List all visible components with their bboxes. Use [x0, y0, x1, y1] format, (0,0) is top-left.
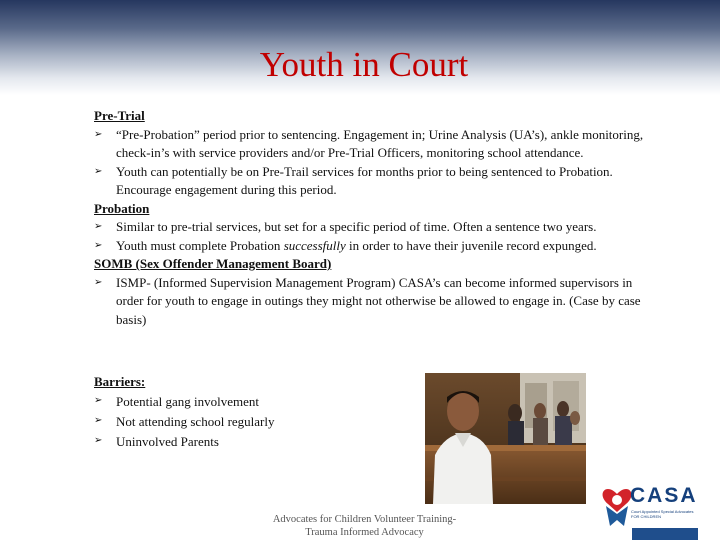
section-heading-somb: SOMB (Sex Offender Management Board): [94, 256, 332, 271]
bullet-text: Similar to pre-trial services, but set for a specific period of time. Often a sentence two years.: [116, 219, 597, 234]
section-heading-probation: Probation: [94, 200, 150, 216]
bullet-item: [94, 163, 654, 200]
barriers-heading: Barriers:: [94, 374, 146, 389]
barrier-text: Potential gang involvement: [116, 394, 259, 409]
slide-body: [94, 107, 654, 329]
arrow-bullet-icon: ➢: [94, 435, 103, 446]
barriers-section: [94, 372, 414, 452]
bullet-text: “Pre-Probation” period prior to sentencing. Engagement in; Urine Analysis (UA’s), ankle monitoring, check-in’s with service providers and/or Pre-Trial Officers, monitoring school attendance.: [116, 126, 644, 160]
barrier-text: Uninvolved Parents: [116, 434, 219, 449]
bullet-item: [94, 218, 654, 237]
arrow-bullet-icon: ➢: [94, 165, 103, 177]
barrier-item: [94, 392, 414, 412]
barrier-text: Not attending school regularly: [116, 414, 275, 429]
casa-logo-icon: [600, 476, 700, 540]
bullet-emphasis: successfully: [283, 237, 346, 253]
section-heading-pre-trial: Pre-Trial: [94, 108, 145, 123]
footer-line-2: Trauma Informed Advocacy: [305, 526, 424, 538]
arrow-bullet-icon: ➢: [94, 239, 103, 251]
courtroom-photo: [425, 373, 586, 504]
bullet-item: [94, 274, 654, 330]
arrow-bullet-icon: ➢: [94, 395, 103, 406]
arrow-bullet-icon: ➢: [94, 276, 103, 288]
slide-title: Youth in Court: [259, 45, 469, 84]
logo-subtitle: Court Appointed Special Advocates FOR CHILDREN: [631, 509, 694, 519]
bullet-text-before: Youth must complete Probation: [116, 237, 284, 253]
bullet-text: ISMP- (Informed Supervision Management Program) CASA’s can become informed supervisors in order for youth to engage in outings they might not otherwise be allowed to engage in. (Case by case basis): [116, 274, 641, 327]
bullet-text: Youth can potentially be on Pre-Trail services for months prior to being sentenced to Probation. Encourage engagement during this period.: [116, 163, 613, 197]
bullet-item: [94, 126, 654, 163]
barrier-item: [94, 432, 414, 452]
bullet-item: [94, 237, 654, 256]
arrow-bullet-icon: ➢: [94, 128, 103, 140]
barrier-item: [94, 412, 414, 432]
logo-name: CASA: [630, 484, 698, 507]
arrow-bullet-icon: ➢: [94, 415, 103, 426]
logo-tagline-bar: [632, 528, 698, 540]
arrow-bullet-icon: ➢: [94, 221, 103, 232]
slide-footer: [242, 514, 487, 539]
footer-line-1: Advocates for Children Volunteer Training-: [272, 514, 457, 525]
bullet-text-after: in order to have their juvenile record expunged.: [345, 237, 597, 253]
